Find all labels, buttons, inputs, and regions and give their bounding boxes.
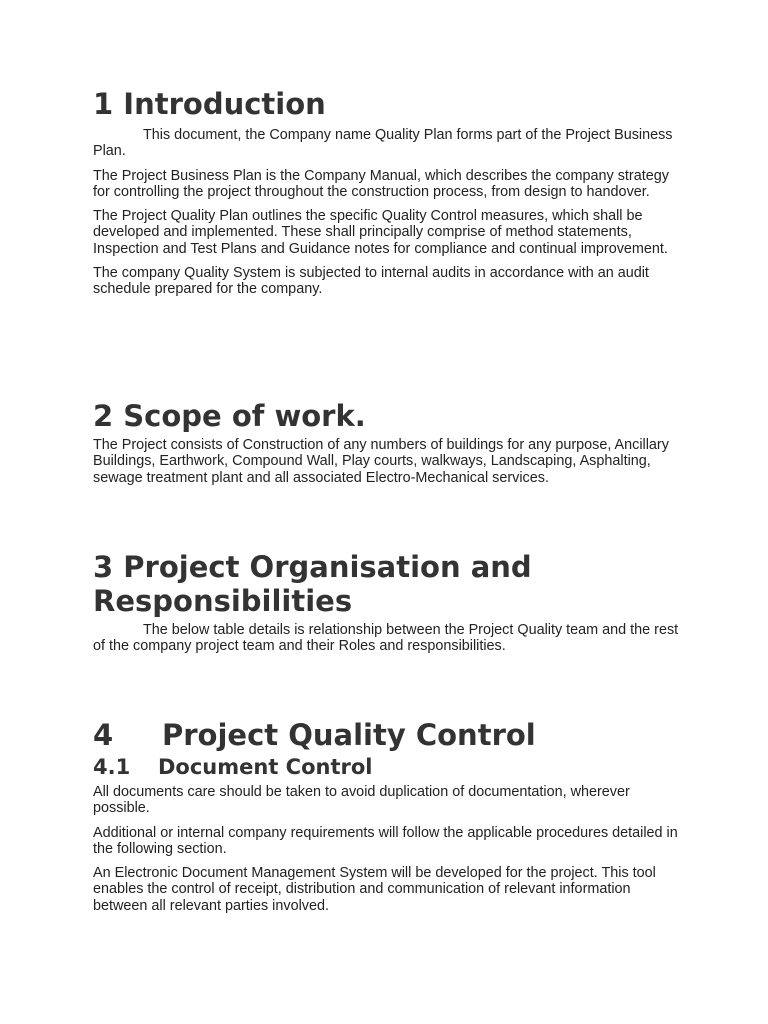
section-quality-control: [93, 718, 683, 922]
heading-quality-control: [93, 718, 683, 752]
heading-organisation: [93, 550, 683, 618]
paragraph: The Project Quality Plan outlines the specific Quality Control measures, which shall be developed and implemented. These shall principally comprise of method statements, Inspection and Test Plans and Guidance notes for compliance and continual improvement.: [93, 208, 668, 257]
paragraph: This document, the Company name Quality Plan forms part of the Project Business Plan.: [93, 127, 673, 160]
heading-title: Project Organisation and Responsibilities: [93, 550, 532, 618]
section-organisation: [93, 550, 683, 663]
heading-title: Scope of work.: [123, 399, 366, 433]
heading-scope: [93, 399, 683, 433]
paragraph: The below table details is relationship between the Project Quality team and the rest of the company project team and their Roles and responsibilities.: [93, 622, 679, 655]
subheading-title: Document Control: [158, 755, 373, 779]
paragraph: An Electronic Document Management System will be developed for the project. This tool enables the control of receipt, distribution and communication of relevant information between all relevant parties involved.: [93, 865, 656, 914]
section-introduction: [93, 87, 683, 306]
heading-title: Project Quality Control: [162, 718, 536, 752]
heading-title: Introduction: [123, 87, 326, 121]
paragraph: Additional or internal company requirements will follow the applicable procedures detailed in the following section.: [93, 824, 678, 857]
heading-number: 1: [93, 87, 114, 121]
paragraph: The Project Business Plan is the Company Manual, which describes the company strategy for controlling the project throughout the construction process, from design to handover.: [93, 167, 669, 200]
paragraph: The company Quality System is subjected to internal audits in accordance with an audit schedule prepared for the company.: [93, 265, 649, 298]
heading-number: 3: [93, 550, 114, 584]
heading-number: 4: [93, 718, 114, 752]
section-scope: [93, 399, 683, 494]
paragraph: All documents care should be taken to avoid duplication of documentation, wherever possible.: [93, 784, 630, 817]
heading-number: 2: [93, 399, 114, 433]
subheading-number: 4.1: [93, 755, 131, 779]
paragraph: The Project consists of Construction of any numbers of buildings for any purpose, Ancillary Buildings, Earthwork, Compound Wall, Play courts, walkways, Landscaping, Asphalting, sewage treatment plant and all associated Electro-Mechanical services.: [93, 437, 669, 486]
subheading-document-control: [93, 754, 683, 780]
heading-introduction: [93, 87, 683, 121]
